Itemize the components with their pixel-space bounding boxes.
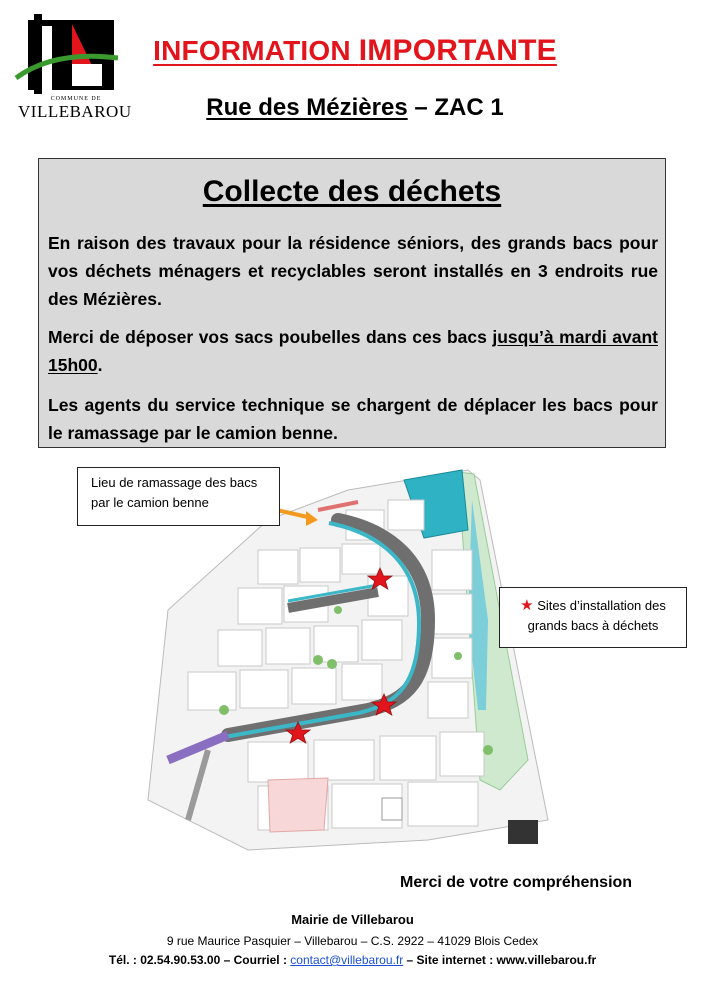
page-title	[140, 34, 570, 68]
commune-logo	[14, 12, 132, 122]
logo-name: VILLEBAROU	[18, 102, 132, 121]
paragraph2-start: Merci de déposer vos sacs poubelles dans ces bacs	[48, 327, 493, 347]
email-link[interactable]: contact@villebarou.fr	[290, 953, 404, 967]
footer-website: – Site internet : www.villebarou.fr	[403, 953, 597, 967]
notice-box	[38, 158, 666, 448]
closing-message: Merci de votre compréhension	[400, 874, 633, 891]
page-subtitle	[160, 94, 550, 122]
subtitle-street: Rue des Mézières	[206, 94, 408, 121]
logo-emblem-icon	[14, 12, 122, 102]
notice-paragraph-2	[48, 323, 658, 379]
map-legend	[499, 587, 687, 648]
red-star-icon: ★	[520, 597, 534, 614]
notice-paragraph-3: Les agents du service technique se chargent de déplacer les bacs pour le ramassage par le camion benne.	[48, 395, 658, 443]
deadline-text: jusqu’à mardi avant 15h00	[48, 327, 658, 375]
subtitle-rest: – ZAC 1	[407, 94, 504, 121]
footer-phone: Tél. : 02.54.90.53.00 – Courriel :	[108, 953, 291, 967]
paragraph2-end: .	[97, 355, 103, 375]
logo-tagline: COMMUNE DE	[50, 96, 102, 102]
notice-title: Collecte des déchets	[202, 175, 502, 208]
notice-paragraph-1: En raison des travaux pour la résidence séniors, des grands bacs pour vos déchets ménagers et recyclables seront installés en 3 endroits rue des Mézières.	[48, 233, 658, 309]
title-part2: IMPORTANTE	[358, 34, 557, 67]
pickup-location-callout: Lieu de ramassage des bacs par le camion benne	[77, 467, 280, 526]
footer-org: Mairie de Villebarou	[291, 912, 414, 927]
legend-label: Sites d’installation des grands bacs à déchets	[527, 598, 666, 633]
footer-contact	[60, 953, 645, 967]
footer-address: 9 rue Maurice Pasquier – Villebarou – C.S. 2922 – 41029 Blois Cedex	[166, 934, 539, 948]
title-part1: INFORMATION	[153, 35, 359, 66]
